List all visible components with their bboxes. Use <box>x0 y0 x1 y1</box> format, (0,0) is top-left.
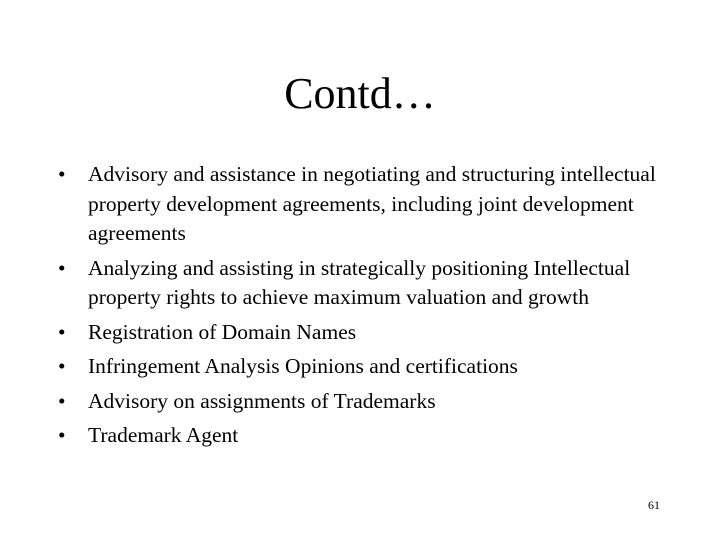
bullet-item <box>58 318 678 348</box>
bullet-icon: • <box>58 423 66 447</box>
slide-title: Contd… <box>284 69 436 118</box>
bullet-item <box>58 352 678 382</box>
bullet-text: Trademark Agent <box>88 423 239 447</box>
bullet-text: Registration of Domain Names <box>88 319 357 344</box>
bullet-text: Advisory on assignments of Trademarks <box>88 388 436 413</box>
bullet-icon: • <box>58 255 66 280</box>
bullet-icon: • <box>58 388 66 413</box>
bullet-item <box>58 160 678 249</box>
bullet-icon: • <box>58 354 66 378</box>
page-number: 61 <box>648 498 660 512</box>
bullet-icon: • <box>58 162 66 186</box>
bullet-item <box>58 254 678 313</box>
bullet-item <box>58 387 678 417</box>
bullet-text: Analyzing and assisting in strategically positioning Intellectual property rights to achieve maximum valuation and growth <box>88 255 631 309</box>
bullet-icon: • <box>58 319 66 344</box>
bullet-text: Advisory and assistance in negotiating and structuring intellectual property development agreements, including joint development agreements <box>88 162 656 245</box>
bullet-list <box>58 160 678 456</box>
bullet-text: Infringement Analysis Opinions and certifications <box>88 354 518 378</box>
bullet-item <box>58 421 678 451</box>
